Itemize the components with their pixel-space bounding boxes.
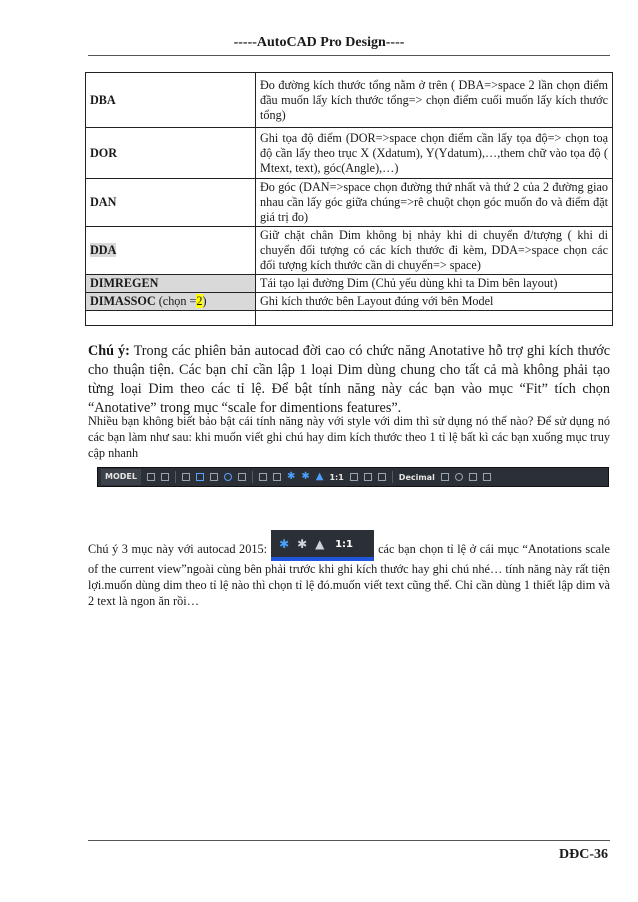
grid-icon[interactable] [147,473,155,481]
table-row-empty [86,311,613,326]
command-name: DBA [86,73,256,128]
auto-scale-icon[interactable]: ✱ [297,537,308,551]
selection-cycling-icon[interactable] [259,473,267,481]
command-description: Giữ chặt chân Dim không bị nhảy khi di chuyển đ/tượng ( khi di chuyển đối tượng có các kích thước đi kèm, DDA=>space chọn các đối tượng kích thước cần di chuyển=> space) [256,227,613,275]
annotation-scale-select[interactable]: 1:1 [329,472,344,482]
page-number: DĐC-36 [559,847,608,862]
table-row [86,293,613,311]
table-row [86,128,613,179]
command-name-shaded: DDA [90,243,117,257]
footer-divider [88,840,610,841]
annotation-visibility-icon[interactable]: ✱ [286,471,296,482]
table-row [86,275,613,293]
command-option-open: (chọn = [158,294,197,308]
header-divider [88,55,610,56]
auto-scale-icon[interactable]: ✱ [301,471,310,482]
autocad-2015-note [88,530,610,609]
empty-cell [256,311,613,326]
command-description: Ghi tọa độ điểm (DOR=>space chọn điểm cần lấy tọa độ=> chọn toạ độ cần lấy theo trục X (Xdatum), Y(Ydatum),…,them chữ vào tọa độ ( Mtext, text), góc(Angle),…) [256,128,613,179]
polar-icon[interactable] [196,473,204,481]
transparency-icon[interactable] [273,473,281,481]
table-row [86,179,613,227]
clean-screen-icon[interactable] [469,473,477,481]
command-description: Tái tạo lại đường Dim (Chủ yếu dùng khi ta Dim bên layout) [256,275,613,293]
plus-icon[interactable] [364,473,372,481]
annotative-note [88,342,610,418]
command-option-highlight: 2 [196,294,203,308]
osnap-icon[interactable] [224,473,232,481]
quick-properties-icon[interactable] [441,473,449,481]
command-table [85,72,613,326]
note-lead: Chú ý: [88,343,130,359]
command-description: Đo góc (DAN=>space chọn đường thứ nhất và thứ 2 của 2 đường giao nhau cần lấy góc giữa chúng=>rê chuột chọn góc muốn đo và điểm đặt giá trị đo) [256,179,613,227]
note-prefix: Chú ý 3 mục này với autocad 2015: [88,542,268,556]
annotation-scale-select[interactable]: 1:1 [335,539,353,550]
table-row [86,227,613,275]
hardware-acceleration-icon[interactable] [455,473,463,481]
model-tab[interactable]: MODEL [101,469,141,485]
note-text: Trong các phiên bản autocad đời cao có chức năng Anotative hỗ trợ ghi kích thước cho thuận tiện. Các bạn chỉ cần lập 1 loại Dim dùng chung cho tất cả mà không phải tạo từng loại Dim theo các tỉ lệ. Để bật tính năng này các bạn vào mục “Fit” tích chọn “Anotative” trong mục “scale for dimentions features”. [88,343,610,416]
usage-note: Nhiều bạn không biết bảo bật cái tính năng này với style với dim thì sử dụng nó thế nào? Để sử dụng nó các bạn làm như sau: khi muốn viết ghi chú hay dim kích thước theo 1 tỉ lệ bất kì các bạn xuống mục truy cập nhanh [88,414,610,460]
annotation-visibility-icon[interactable]: ✱ [279,537,290,551]
toolbar-separator [175,471,176,483]
annotation-scale-toolbar-crop [271,530,374,561]
customization-menu-icon[interactable] [483,473,491,481]
lineweight-icon[interactable] [238,473,246,481]
units-select[interactable]: Decimal [398,472,435,482]
isolate-icon[interactable] [378,473,386,481]
command-name [86,227,256,275]
autocad-status-bar [97,467,609,487]
workspace-icon[interactable] [350,473,358,481]
command-name-text: DIMASSOC [90,294,156,308]
ortho-icon[interactable] [182,473,190,481]
isodraft-icon[interactable] [210,473,218,481]
annotation-monitor-icon[interactable]: ▲ [315,537,325,551]
note-suffix: các bạn chọn tỉ lệ ở cái mục “Anotations scale of the current view”ngoài cùng bên phải trước khi ghi kích thước hay ghi chú nhé… tính năng này rất tiện lợi.muốn dùng dim theo tỉ lệ nào thì chọn tỉ lệ đó.muốn viết text cũng thế. Chỉ cần dùng 1 thiết lập dim và 2 text là ngon ăn rồi… [88,542,610,608]
annotation-monitor-icon[interactable]: ▲ [315,471,324,482]
snap-icon[interactable] [161,473,169,481]
command-option-close: ) [202,294,207,308]
document-header-title: -----AutoCAD Pro Design---- [233,35,405,50]
command-description: Đo đường kích thước tổng nằm ở trên ( DBA=>space 2 lần chọn điểm đầu muốn lấy kích thước tổng=> chọn điểm cuối muốn lấy kích thước tổng) [256,73,613,128]
command-name: DOR [86,128,256,179]
toolbar-separator [252,471,253,483]
command-description: Ghi kích thước bên Layout đúng với bên Model [256,293,613,311]
command-name: DAN [86,179,256,227]
command-name: DIMREGEN [86,275,256,293]
command-name [86,293,256,311]
table-row [86,73,613,128]
empty-cell [86,311,256,326]
toolbar-separator [392,471,393,483]
